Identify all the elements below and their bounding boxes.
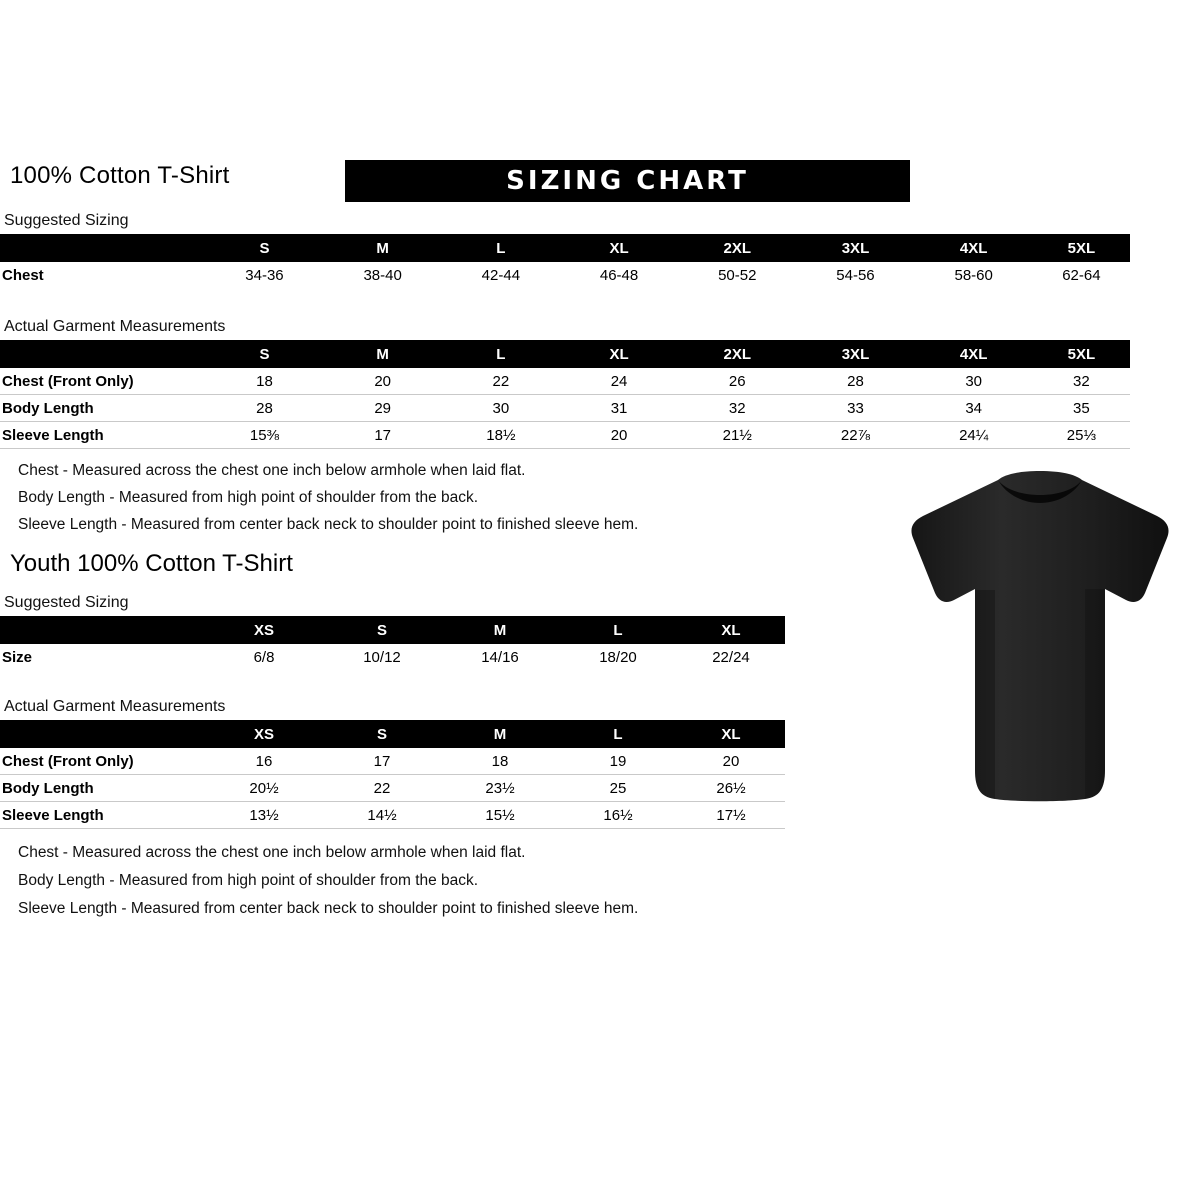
cell: 20½ (205, 775, 323, 802)
cell: 34 (915, 395, 1033, 422)
cell: 29 (324, 395, 442, 422)
column-header: M (324, 234, 442, 262)
adult-suggested-sizing-label: Suggested Sizing (4, 212, 129, 229)
cell: 31 (560, 395, 678, 422)
cell: 30 (442, 395, 560, 422)
black-tshirt-illustration (895, 470, 1185, 810)
cell: 18/20 (559, 644, 677, 670)
column-header (0, 720, 205, 748)
row-label: Chest (Front Only) (0, 368, 205, 395)
cell: 17 (324, 422, 442, 449)
cell: 42-44 (442, 262, 560, 288)
adult-note-chest: Chest - Measured across the chest one inch below armhole when laid flat. (18, 462, 526, 479)
cell: 14½ (323, 802, 441, 829)
cell: 54-56 (796, 262, 914, 288)
youth-note-chest: Chest - Measured across the chest one inch below armhole when laid flat. (18, 844, 526, 861)
cell: 33 (796, 395, 914, 422)
column-header: 3XL (796, 340, 914, 368)
column-header: 2XL (678, 340, 796, 368)
youth-suggested-sizing-table (0, 616, 785, 670)
cell: 15⅜ (205, 422, 323, 449)
column-header: XL (677, 616, 785, 644)
column-header: XL (560, 234, 678, 262)
table-header-row (0, 234, 1130, 262)
adult-actual-measurements-label: Actual Garment Measurements (4, 318, 226, 335)
column-header: S (323, 720, 441, 748)
column-header: S (205, 234, 323, 262)
table-row (0, 775, 785, 802)
row-label: Sleeve Length (0, 422, 205, 449)
adult-actual-measurements-table (0, 340, 1130, 449)
cell: 20 (324, 368, 442, 395)
table-row (0, 368, 1130, 395)
cell: 6/8 (205, 644, 323, 670)
cell: 38-40 (324, 262, 442, 288)
row-label: Body Length (0, 395, 205, 422)
cell: 32 (1033, 368, 1130, 395)
adult-note-sleeve-length: Sleeve Length - Measured from center back neck to shoulder point to finished sleeve hem. (18, 516, 639, 533)
adult-title: 100% Cotton T-Shirt (10, 162, 230, 189)
cell: 18½ (442, 422, 560, 449)
column-header: XS (205, 616, 323, 644)
cell: 17½ (677, 802, 785, 829)
cell: 20 (677, 748, 785, 775)
adult-note-body-length: Body Length - Measured from high point of shoulder from the back. (18, 489, 479, 506)
cell: 58-60 (915, 262, 1033, 288)
youth-suggested-sizing-label: Suggested Sizing (4, 594, 129, 611)
table-row (0, 395, 1130, 422)
cell: 50-52 (678, 262, 796, 288)
table-header-row (0, 720, 785, 748)
adult-suggested-sizing-table (0, 234, 1130, 288)
sizing-chart-banner-label: SIZING CHART (506, 166, 749, 196)
column-header: M (324, 340, 442, 368)
cell: 22 (323, 775, 441, 802)
column-header: M (441, 720, 559, 748)
row-label: Sleeve Length (0, 802, 205, 829)
column-header: L (559, 720, 677, 748)
cell: 46-48 (560, 262, 678, 288)
column-header: L (559, 616, 677, 644)
column-header: XL (677, 720, 785, 748)
cell: 24¼ (915, 422, 1033, 449)
cell: 22/24 (677, 644, 785, 670)
column-header: M (441, 616, 559, 644)
row-label: Chest (Front Only) (0, 748, 205, 775)
column-header: L (442, 340, 560, 368)
cell: 19 (559, 748, 677, 775)
cell: 34-36 (205, 262, 323, 288)
column-header (0, 340, 205, 368)
column-header: 4XL (915, 234, 1033, 262)
column-header: S (205, 340, 323, 368)
cell: 20 (560, 422, 678, 449)
youth-note-sleeve-length: Sleeve Length - Measured from center back neck to shoulder point to finished sleeve hem. (18, 900, 639, 917)
column-header: 4XL (915, 340, 1033, 368)
cell: 21½ (678, 422, 796, 449)
cell: 16½ (559, 802, 677, 829)
cell: 28 (796, 368, 914, 395)
cell: 28 (205, 395, 323, 422)
youth-note-body-length: Body Length - Measured from high point of shoulder from the back. (18, 872, 479, 889)
cell: 18 (205, 368, 323, 395)
column-header: 2XL (678, 234, 796, 262)
cell: 15½ (441, 802, 559, 829)
table-row (0, 262, 1130, 288)
column-header: 3XL (796, 234, 914, 262)
cell: 22 (442, 368, 560, 395)
cell: 10/12 (323, 644, 441, 670)
cell: 16 (205, 748, 323, 775)
row-label: Chest (0, 262, 205, 288)
cell: 25 (559, 775, 677, 802)
cell: 30 (915, 368, 1033, 395)
sizing-chart-banner (345, 160, 910, 202)
column-header: XL (560, 340, 678, 368)
column-header: 5XL (1033, 340, 1130, 368)
cell: 18 (441, 748, 559, 775)
row-label: Size (0, 644, 205, 670)
column-header: XS (205, 720, 323, 748)
cell: 25⅓ (1033, 422, 1130, 449)
cell: 32 (678, 395, 796, 422)
table-header-row (0, 616, 785, 644)
table-row (0, 644, 785, 670)
column-header (0, 616, 205, 644)
column-header: S (323, 616, 441, 644)
cell: 35 (1033, 395, 1130, 422)
column-header: 5XL (1033, 234, 1130, 262)
row-label: Body Length (0, 775, 205, 802)
table-row (0, 802, 785, 829)
column-header: L (442, 234, 560, 262)
cell: 23½ (441, 775, 559, 802)
cell: 26½ (677, 775, 785, 802)
cell: 17 (323, 748, 441, 775)
cell: 26 (678, 368, 796, 395)
cell: 13½ (205, 802, 323, 829)
adult-header (10, 160, 900, 202)
cell: 22⅞ (796, 422, 914, 449)
youth-actual-measurements-label: Actual Garment Measurements (4, 698, 226, 715)
cell: 14/16 (441, 644, 559, 670)
table-row (0, 748, 785, 775)
table-header-row (0, 340, 1130, 368)
column-header (0, 234, 205, 262)
table-row (0, 422, 1130, 449)
cell: 24 (560, 368, 678, 395)
cell: 62-64 (1033, 262, 1130, 288)
youth-actual-measurements-table (0, 720, 785, 829)
youth-title: Youth 100% Cotton T-Shirt (10, 550, 293, 577)
